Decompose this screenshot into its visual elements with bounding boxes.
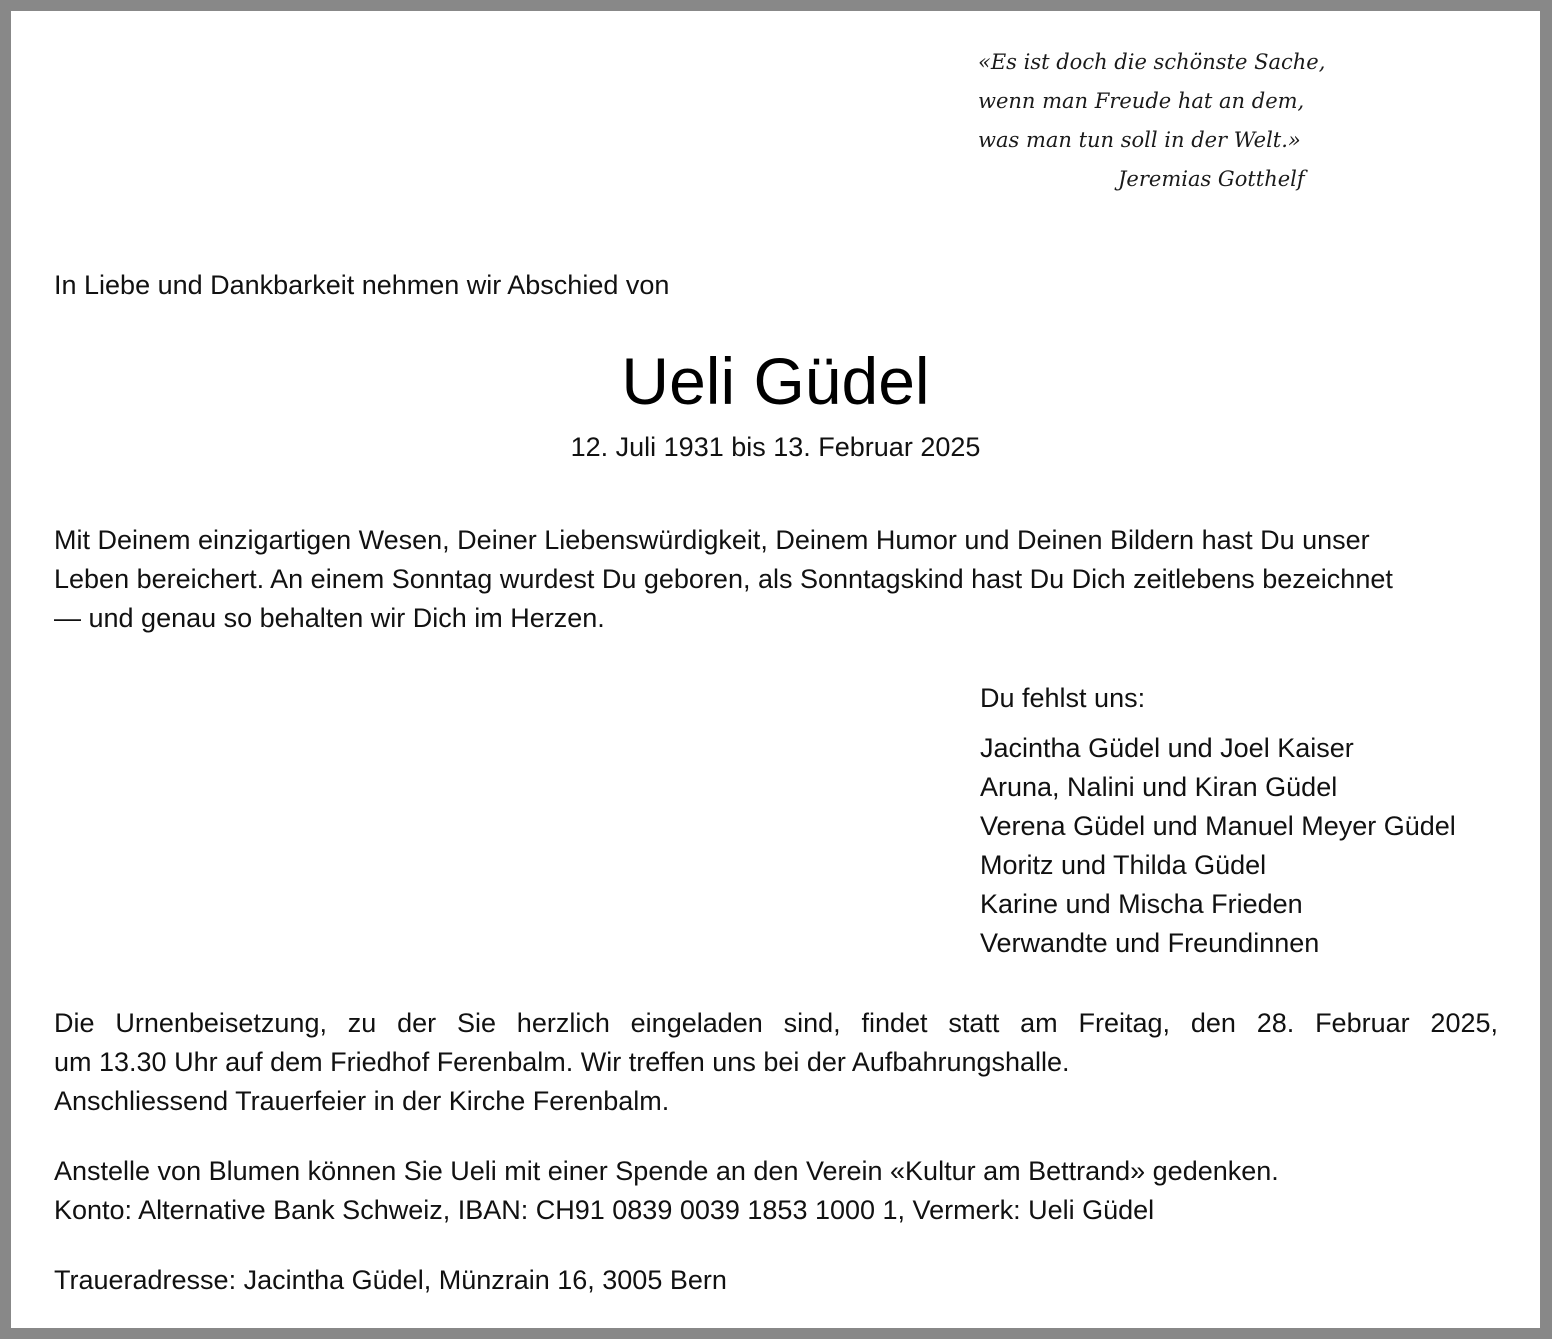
ceremony-line: Anschliessend Trauerfeier in der Kirche Ferenbalm. — [54, 1086, 670, 1116]
tribute-line: Leben bereichert. An einem Sonntag wurdest Du geboren, als Sonntagskind hast Du Dich zeitlebens bezeichnet — [54, 564, 1393, 594]
quote-line: was man tun soll in der Welt.» — [978, 128, 1301, 152]
quote-block — [978, 43, 1338, 199]
tribute-line: Mit Deinem einzigartigen Wesen, Deiner Liebenswürdigkeit, Deinem Humor und Deinen Bildern hast Du unser — [54, 525, 1370, 555]
tribute-line: — und genau so behalten wir Dich im Herzen. — [54, 603, 605, 633]
intro-text: In Liebe und Dankbarkeit nehmen wir Abschied von — [54, 270, 670, 300]
mourner-name: Verena Güdel und Manuel Meyer Güdel — [980, 811, 1456, 841]
deceased-name: Ueli Güdel — [621, 344, 930, 418]
donation-line: Konto: Alternative Bank Schweiz, IBAN: CH91 0839 0039 1853 1000 1, Vermerk: Ueli Güdel — [54, 1195, 1155, 1225]
ceremony-paragraph — [54, 1004, 1498, 1121]
tribute-paragraph — [54, 521, 1500, 638]
quote-author: Jeremias Gotthelf — [1118, 167, 1305, 191]
ceremony-line: um 13.30 Uhr auf dem Friedhof Ferenbalm. Wir treffen uns bei der Aufbahrungshalle. — [54, 1047, 1070, 1077]
mourner-name: Verwandte und Freundinnen — [980, 928, 1320, 958]
mourners-list — [980, 679, 1456, 963]
mourner-name: Aruna, Nalini und Kiran Güdel — [980, 772, 1338, 802]
obituary-page — [11, 11, 1540, 1328]
mourner-name: Karine und Mischa Frieden — [980, 889, 1303, 919]
mourners-heading: Du fehlst uns: — [980, 683, 1146, 713]
ceremony-line: Die Urnenbeisetzung, zu der Sie herzlich eingeladen sind, findet statt am Freitag, den 28. Februar 2025, — [54, 1008, 1498, 1038]
mourner-name: Moritz und Thilda Güdel — [980, 850, 1267, 880]
life-dates: 12. Juli 1931 bis 13. Februar 2025 — [570, 432, 981, 462]
quote-line: wenn man Freude hat an dem, — [978, 89, 1305, 113]
donation-line: Anstelle von Blumen können Sie Ueli mit einer Spende an den Verein «Kultur am Bettrand» gedenken. — [54, 1156, 1279, 1186]
quote-line: «Es ist doch die schönste Sache, — [978, 50, 1326, 74]
mourning-address: Traueradresse: Jacintha Güdel, Münzrain 16, 3005 Bern — [54, 1265, 727, 1295]
mourner-name: Jacintha Güdel und Joel Kaiser — [980, 733, 1354, 763]
donation-paragraph — [54, 1152, 1279, 1230]
